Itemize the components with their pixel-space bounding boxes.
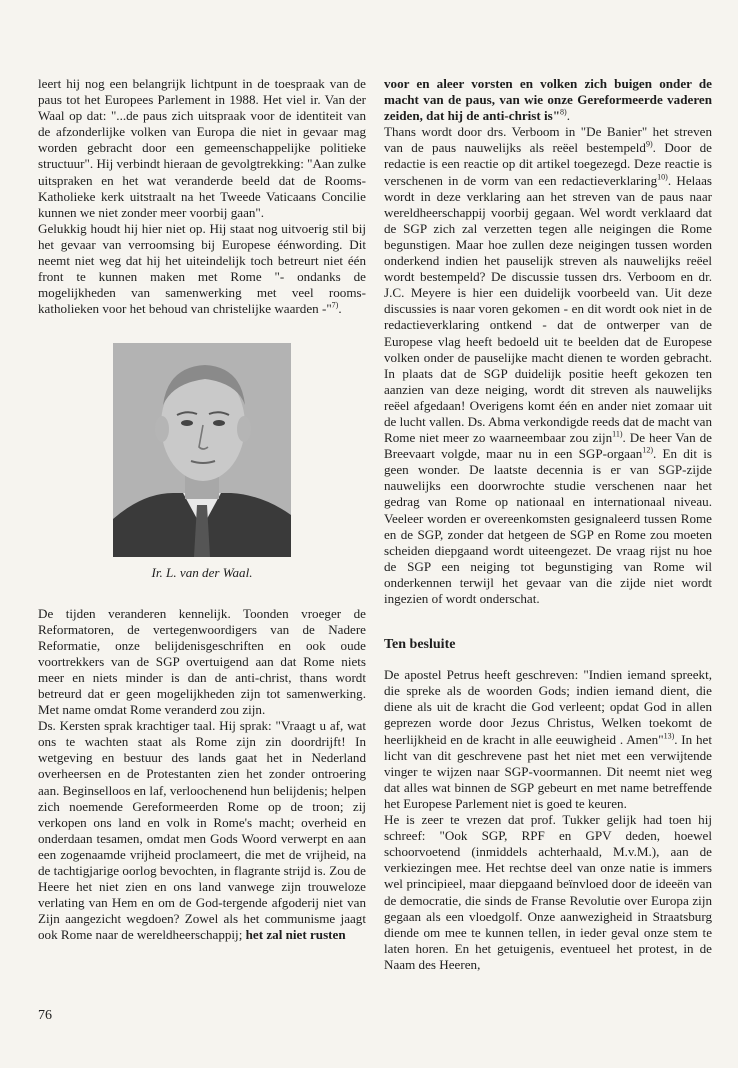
paragraph: [384, 667, 712, 812]
bold-text: voor en aleer vorsten en volken zich buigen onder de macht van de paus, van wie onze Gereformeerde vaderen zeiden, dat hij de anti-christ is: [384, 76, 712, 124]
page-number: 76: [38, 1008, 52, 1023]
paragraph-text: Thans wordt door drs. Verboom in "De Banier" het streven van de paus nauwelijks als reëel bestempeld: [384, 124, 712, 156]
footnote-ref: 10): [657, 172, 668, 182]
paragraph: leert hij nog een belangrijk lichtpunt in de toespraak van de paus tot het Europees Parlement in 1988. Het viel ir. Van der Waal op dat: "...de paus zich uitspraak voor de identiteit van de afzonderlijke volken van Europa die niet in gevaar mag worden gebracht door een gemeenschappelijke politieke structuur". Hij verbindt hieraan de gevolgtrekking: "Aan zulke uitspraken en het wat veranderde beeld dat de Rooms-Katholieke kerk uitstraalt na het Tweede Vaticaans Concilie kunnen we niet zonder meer voorbij gaan".: [38, 76, 366, 220]
paragraph-text: . Helaas wordt in deze verklaring aan het streven van de paus naar wereldheerschappij voorbij gegaan. Wel wordt verklaard dat de SGP zich zal verzetten tegen alle neigingen die Rome begunstigen. Maar hoe zullen deze neigingen tussen worden onderkend indien het pauselijk streven als nauwelijks reëel wordt bestempeld? De discussie tussen drs. Verboom en dr. J.C. Meyere is hier een duidelijk voorbeeld van. Uit deze discussies is naar voren gekomen - en dit wordt ook niet in de redactieverklaring ontkend - dat de ontwerper van de Europese vlag heeft bedoeld uit te beelden dat de Europese volken onder de pauselijke macht dienen te worden gebracht. In plaats dat de SGP duidelijk positie heeft gekozen ten aanzien van deze neiging, wordt dit streven als nauwelijks reëel afgedaan! Overigens komt één en ander niet zomaar uit de lucht vallen. Ds. Abma verkondigde reeds dat de macht van Rome niet meer zo waarneembaar zou zijn: [384, 172, 713, 446]
footnote-ref: 7): [331, 300, 339, 310]
paragraph: He is zeer te vrezen dat prof. Tukker gelijk had toen hij schreef: "Ook SGP, RPF en GPV deden, hoewel schoorvoetend (inmiddels achterhaald, M.v.M.), aan de verkiezingen mee. Het rechtse deel van onze natie is immers wel principieel, maar diepgaand beïnvloed door de ideeën van de democratie, die sinds de Franse Revolutie over Europa zijn gegaan als een vloedgolf. Onze aanwezigheid in Straatsburg diende om mee te kunnen tellen, in ieder geval onze stem te laten horen. En het getuigenis, eventueel het protest, in de Naam des Heeren,: [384, 812, 712, 972]
footnote-ref: 9): [645, 140, 653, 150]
paragraph-text: Ds. Kersten sprak krachtiger taal. Hij sprak: "Vraagt u af, wat ons te wachten staat als Rome zijn zin doordrijft! In wetgeving en bestuur des lands gaat het in Nederland overheersen en de Protestanten zien het zonder ontroering aan. Beginselloos en laf, verloochenend hun belijdenis; helpen zich noemende Gereformeerden Rome op de troon; zij verkopen ons land en volk in Rome's macht; overheid en onderdaan tesamen, omdat men Gods Woord verwerpt en aan een zogenaamde vrijheid proclameert, die met de vrijheid, na de tachtigjarige oorlog bevochten, in flagrante strijd is. Zou de Heere het niet zien en ons land vanwege zijn trouweloze verlating van Hem en om de God-tergende afgoderij niet van Zijn aangezicht wegdoen? Zowel als het communisme jaagt ook Rome naar de wereldheerschappij;: [38, 718, 366, 943]
footnote-ref: 8): [560, 107, 567, 117]
portrait-photo: [113, 343, 291, 557]
paragraph: [384, 124, 712, 607]
paragraph-text: . In het licht van dit geschrevene past het niet met een verwijtende vinger te wijzen naar SGP-voormannen. Dit neemt niet weg dat alles wat binnen de SGP gebeurt en met name betreffende het Europese Parlement niet is goed te keuren.: [384, 731, 712, 811]
right-column: [384, 76, 712, 973]
portrait-figure: [38, 343, 366, 581]
paragraph-text: . De heer Van de Breevaart volgde, maar nu in een SGP-orgaan: [384, 430, 712, 462]
paragraph: [38, 718, 366, 943]
punctuation: .: [566, 108, 570, 124]
footnote-ref: 11): [612, 429, 623, 439]
section-heading: Ten besluite: [384, 637, 456, 653]
bold-text: het zal niet rusten: [245, 927, 346, 943]
paragraph-text: . Door de redactie is een reactie op dit artikel toegezegd. Deze reactie is verschenen in de vorm van een redactieverklaring: [384, 140, 712, 188]
footnote-ref: 13): [663, 731, 675, 741]
photo-caption: Ir. L. van der Waal.: [151, 565, 253, 581]
left-column: [38, 76, 366, 943]
paragraph-text: Gelukkig houdt hij hier niet op. Hij staat nog uitvoerig stil bij het gevaar van verroomsing bij Europese éénwording. Dit neemt niet weg dat hij het uiteindelijk toch betreurt niet één front te kunnen maken met Rome "- ondanks de mogelijkheden van samenwerking met veel rooms-katholieken voor het behoud van christelijke waarden -": [38, 220, 366, 317]
paragraph: [384, 76, 712, 124]
paragraph: [38, 221, 366, 318]
paragraph-text: . En dit is geen wonder. De laatste decennia is er van SGP-zijde nauwelijks een doorwrochte studie verschenen naar het gedrag van Rome op nationaal en internationaal niveau. Veeleer worden er overeenkomsten gesignaleerd tussen Rome en de SGP, zonder dat hetgeen de SGP en Rome zou moeten scheiden diepgaand wordt uiteengezet. De vraag rijst nu hoe de SGP een neiging tot begunstiging van Rome wil onderkennen terwijl het gevaar van die zijde niet wordt ingezien of wordt onderschat.: [384, 446, 712, 606]
paragraph-text: De apostel Petrus heeft geschreven: "Indien iemand spreekt, die spreke als de woorden Gods; indien iemand dient, die diene als uit de kracht die God verleent; opdat God in allen geprezen worde door Jezus Christus, Welken toekomt de heerlijkheid en de kracht in alle eeuwigheid . Amen": [384, 667, 712, 747]
punctuation: .: [338, 301, 342, 317]
footnote-ref: 12): [642, 445, 654, 455]
paragraph: De tijden veranderen kennelijk. Toonden vroeger de Reformatoren, de vertegenwoordigers van de Nadere Reformatie, onze belijdenisgeschriften en ook oude voortrekkers van de SGP overtuigend aan dat Rome niets meer en niets minder is dan de anti-christ, thans wordt betreurd dat er geen mogelijkheden zijn tot samenwerking. Met name omdat Rome veranderd zou zijn.: [38, 605, 366, 718]
bold-quote: ": [552, 108, 561, 124]
